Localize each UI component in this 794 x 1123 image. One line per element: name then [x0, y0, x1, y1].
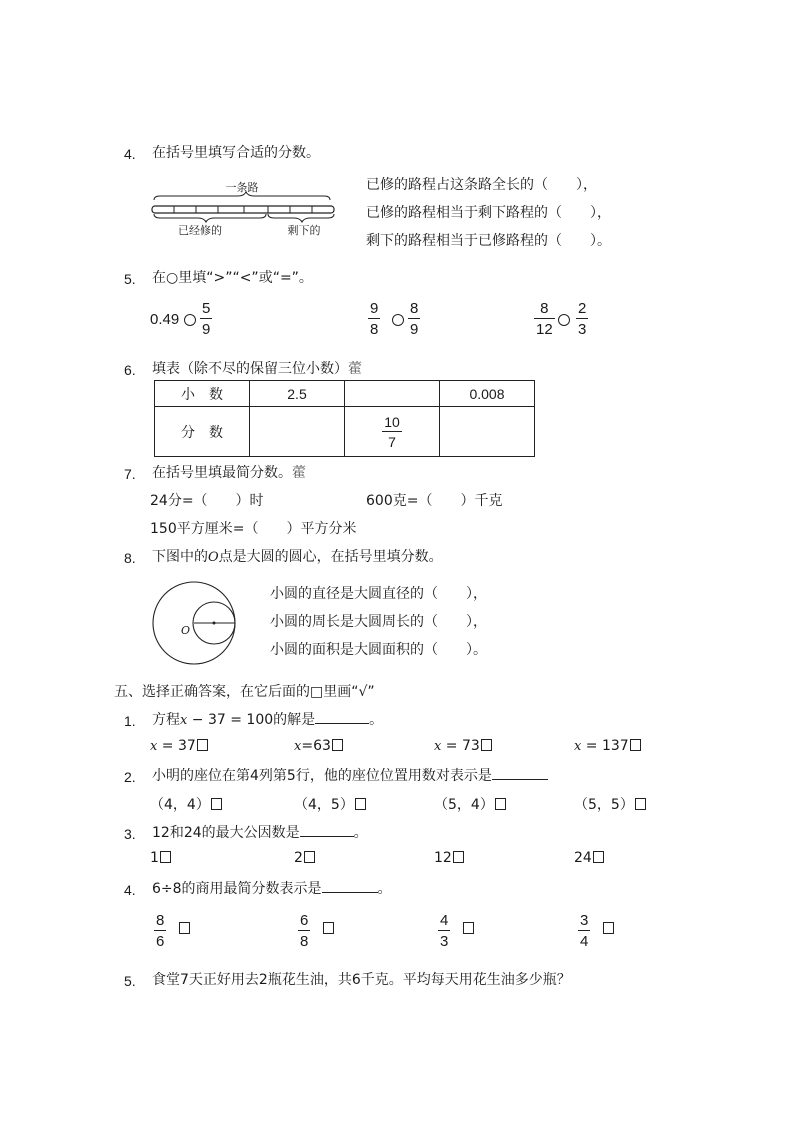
table-cell-blank[interactable]: [345, 381, 440, 407]
option: x=63: [294, 738, 343, 754]
question-text: 下图中的O点是大圆的圆心，在括号里填分数。: [152, 549, 443, 565]
question-number: 8.: [124, 550, 136, 566]
section-title: 五、选择正确答案，在它后面的□里画“√”: [114, 684, 375, 700]
option: （5，4）: [434, 794, 506, 814]
question-text: 小明的座位在第4列第5行，他的座位位置用数对表示是: [152, 765, 548, 785]
table-header-decimal: 小 数: [155, 381, 250, 407]
option-checkbox[interactable]: [211, 798, 222, 810]
option: （4，4）: [150, 794, 222, 814]
option-checkbox[interactable]: [630, 739, 641, 751]
question-number: 7.: [124, 466, 136, 482]
fraction: 4 3: [440, 912, 449, 950]
answer-blank[interactable]: [300, 836, 354, 837]
option: x = 137: [574, 738, 641, 754]
option-checkbox[interactable]: [355, 798, 366, 810]
option-checkbox[interactable]: [332, 739, 343, 751]
q8-line-2: 小圆的周长是大圆周长的（ ），: [270, 614, 487, 630]
option: 12: [434, 850, 464, 866]
question-text: 6÷8的商用最简分数表示是 。: [152, 881, 392, 897]
option-checkbox[interactable]: [197, 739, 208, 751]
center-o-label: O: [181, 624, 191, 637]
question-text: 在○里填“>”“<”或“=”。: [152, 270, 313, 286]
fraction: 3 4: [580, 912, 589, 950]
q7-item-2: 600克=（ ）千克: [366, 493, 503, 509]
option-checkbox[interactable]: [481, 739, 492, 751]
built-label: 已经修的: [178, 224, 222, 237]
question-text: 在括号里填最简分数。藿: [152, 465, 306, 481]
option-checkbox[interactable]: [495, 798, 506, 810]
option: 24: [574, 850, 604, 866]
fraction: 9 8: [370, 300, 379, 338]
option-checkbox[interactable]: [593, 851, 604, 863]
question-number: 6.: [124, 362, 136, 378]
question-number: 5.: [124, 973, 136, 989]
fraction: 8 6: [156, 912, 165, 950]
compare-circle[interactable]: [184, 314, 196, 326]
table-header-fraction: 分 数: [155, 407, 250, 457]
q7-item-1: 24分=（ ）时: [150, 493, 264, 509]
q7-item-3: 150平方厘米=（ ）平方分米: [150, 521, 357, 537]
answer-blank[interactable]: [322, 892, 378, 893]
question-number: 4.: [124, 146, 136, 162]
table-cell: 2.5: [250, 381, 345, 407]
option-checkbox[interactable]: [304, 851, 315, 863]
option-checkbox[interactable]: [453, 851, 464, 863]
compare-circle[interactable]: [392, 314, 404, 326]
q4-line-1: 已修的路程占这条路全长的（ ），: [366, 177, 597, 193]
remaining-label: 剩下的: [287, 224, 321, 237]
fraction: 8 12: [536, 300, 553, 338]
q4-line-2: 已修的路程相当于剩下路程的（ ），: [366, 205, 611, 221]
table-cell-fraction: $\frac{10}{7}$: [345, 407, 440, 457]
fraction: 6 8: [300, 912, 309, 950]
table-cell-blank[interactable]: [250, 407, 345, 457]
question-number: 3.: [124, 826, 136, 842]
question-number: 2.: [124, 769, 136, 785]
option-checkbox[interactable]: [323, 922, 334, 934]
circle-diagram: [150, 578, 240, 668]
q8-line-1: 小圆的直径是大圆直径的（ ），: [270, 586, 487, 602]
option: （5，5）: [574, 794, 646, 814]
option-checkbox[interactable]: [463, 922, 474, 934]
compare-circle[interactable]: [558, 314, 570, 326]
table-cell: 0.008: [440, 381, 535, 407]
question-number: 1.: [124, 713, 136, 729]
option: （4，5）: [294, 794, 366, 814]
q8-line-3: 小圆的面积是大圆面积的（ ）。: [270, 642, 487, 658]
option: x = 73: [434, 738, 492, 754]
option-checkbox[interactable]: [603, 922, 614, 934]
compare-left-value: 0.49: [150, 311, 180, 328]
question-text: 在括号里填写合适的分数。: [152, 145, 320, 161]
answer-blank[interactable]: [492, 779, 548, 780]
option: 2: [294, 850, 315, 866]
question-text: 方程x − 37 = 100的解是 。: [152, 712, 384, 728]
q4-line-3: 剩下的路程相当于已修路程的（ ）。: [366, 233, 611, 249]
stray-mark: 藿: [292, 465, 306, 481]
option: 1: [150, 850, 171, 866]
fraction: 5 9: [202, 300, 211, 338]
fraction: 2 3: [578, 300, 587, 338]
question-text: 食堂7天正好用去2瓶花生油，共6千克。平均每天用花生油多少瓶？: [152, 972, 571, 988]
fraction: 8 9: [410, 300, 419, 338]
road-label: 一条路: [225, 181, 259, 194]
road-diagram: [148, 176, 344, 238]
stray-mark: 藿: [348, 361, 362, 377]
answer-blank[interactable]: [315, 723, 369, 724]
question-text: 12和24的最大公因数是 。: [152, 825, 368, 841]
option: x = 37: [150, 738, 208, 754]
fill-table: [154, 380, 535, 457]
table-cell-blank[interactable]: [440, 407, 535, 457]
option-checkbox[interactable]: [635, 798, 646, 810]
question-number: 5.: [124, 271, 136, 287]
option-checkbox[interactable]: [179, 922, 190, 934]
question-text: 填表（除不尽的保留三位小数）藿: [152, 361, 362, 377]
question-number: 4.: [124, 882, 136, 898]
option-checkbox[interactable]: [160, 851, 171, 863]
